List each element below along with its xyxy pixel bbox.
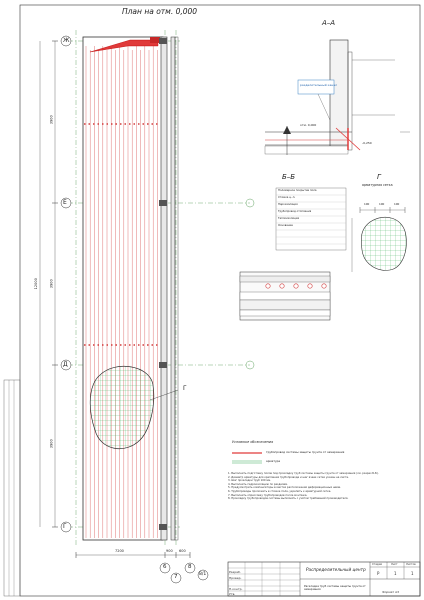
dim-vertical-4: 3900 <box>49 439 54 449</box>
axis-label-zh: Ж <box>63 37 70 44</box>
dim-vertical-2: 12000 <box>33 278 38 290</box>
stamp-stage: Р <box>377 571 380 576</box>
dim-bottom-3: 600 <box>179 549 186 553</box>
axis-label-8-1: 8/1 <box>199 572 207 577</box>
section-aa-label-3: -0,250 <box>362 141 372 145</box>
note-item: 5. Предусмотреть компенсаторы в местах расположения деформационных швов. <box>228 486 341 490</box>
stamp-col-stage: Стадия <box>372 563 382 566</box>
axis-label-6: 6 <box>163 564 167 570</box>
sheet-frame <box>20 5 420 596</box>
legend <box>232 453 262 463</box>
detail-g-dim-3: 100 <box>394 202 400 206</box>
stamp-sheet: 1 <box>394 571 397 576</box>
dim-vertical-1: 3900 <box>49 115 54 125</box>
stamp-sheet-title: Раскладка труб системы защиты грунта от замерзания <box>304 584 366 592</box>
section-aa <box>265 40 410 155</box>
dim-bottom-2: 900 <box>166 549 173 553</box>
section-bb-layer-4: Трубопровод отопления <box>278 210 312 213</box>
stamp-col-sheet: Лист <box>391 563 398 566</box>
axis-label-8: 8 <box>188 564 192 570</box>
section-aa-label-2: отм. 0,000 <box>300 123 317 127</box>
legend-item-mesh: арматура <box>266 459 281 463</box>
axis-label-g: Г <box>63 523 67 530</box>
section-bb-layer-2: Стяжка ц.-п. <box>278 196 296 199</box>
detail-g-dim-2: 100 <box>379 202 385 206</box>
legend-item-pipe: трубопровод системы защиты грунта от замерзания <box>266 450 345 454</box>
section-bb-layer-6: Основание <box>278 224 293 227</box>
stamp-object: Распределительный центр <box>306 567 366 572</box>
section-aa-label-1: разделительный канал <box>300 83 338 87</box>
note-item: 4. Выполнить гидроизоляцию по разделам. <box>228 482 288 486</box>
legend-heading: Условные обозначения <box>232 440 274 444</box>
axis-label-d: Д <box>63 361 68 368</box>
section-bb-layer-5: Теплоизоляция <box>278 217 300 220</box>
note-item: 6. Трубопроводы проложить в стяжке пола, укрепить к арматурной сетке. <box>228 489 332 493</box>
detail-g <box>352 207 406 272</box>
section-bb-layer-3: Пароизоляция <box>278 203 298 206</box>
section-bb-layer-1: Полимерное покрытие пола <box>278 189 317 192</box>
note-item: 2. Диаметр арматуры для крепления трубопровода и шаг ячеек сетки указан на листе. <box>228 475 349 479</box>
stamp-role-3: Н.контр. <box>229 587 243 591</box>
stamp-sheets: 1 <box>411 571 414 576</box>
stamp-col-sheets: Листов <box>406 563 416 566</box>
callout-g: Г <box>183 385 187 392</box>
dim-vertical-3: 3900 <box>49 279 54 289</box>
dim-bottom-1: 7200 <box>115 549 124 553</box>
stamp-role-1: Разраб. <box>229 570 241 574</box>
note-item: 8. Прокладку трубопроводов системы выполнять с учётом требований производителя. <box>228 497 349 501</box>
mesh-detail <box>361 217 406 270</box>
detail-g-dim-1: 100 <box>364 202 370 206</box>
note-item: 7. Выполнить опрессовку трубопроводов после монтажа. <box>228 493 308 497</box>
section-bb-title: Б–Б <box>282 173 296 181</box>
stamp-format: Формат А3 <box>382 590 400 594</box>
detail-g-subtitle: арматурная сетка <box>362 183 393 187</box>
axis-label-e: Е <box>63 199 67 206</box>
section-bb <box>240 188 346 320</box>
note-item: 3. Шаг прокладки труб 100 мм. <box>228 479 272 483</box>
side-stamp <box>4 380 20 596</box>
stamp-role-4: Утв. <box>229 592 236 596</box>
axis-label-7: 7 <box>174 574 178 580</box>
general-notes <box>228 472 418 501</box>
note-item: 1. Выполнить подготовку полов под прокладку труб системы защиты грунта от замерзания (см. разрез Б-Б). <box>228 472 379 475</box>
stamp-role-2: Провер. <box>229 576 242 580</box>
section-aa-title: А–А <box>322 19 336 27</box>
detail-g-title: Г <box>377 173 381 181</box>
plan-title: План на отм. 0,000 <box>122 7 198 16</box>
floor-plan <box>40 30 254 583</box>
